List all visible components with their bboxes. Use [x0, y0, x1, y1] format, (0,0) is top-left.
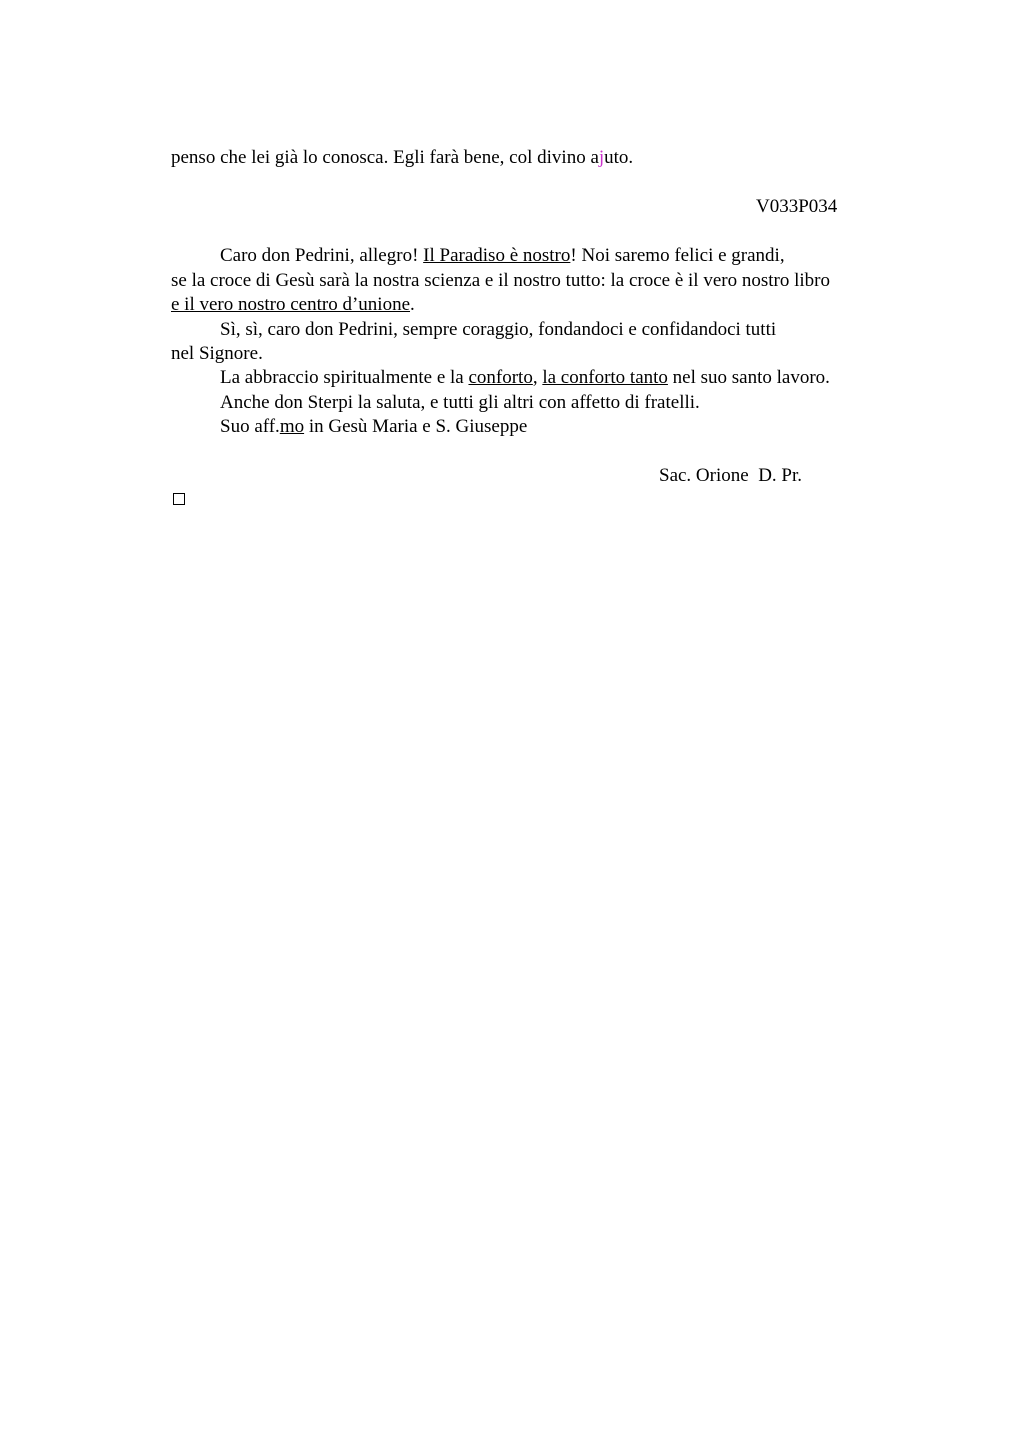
- underlined-text: conforto: [468, 367, 533, 388]
- page-code: V033P034: [756, 196, 838, 217]
- text-segment: La abbraccio spiritualmente e la: [220, 367, 469, 388]
- text-segment: Caro don Pedrini, allegro!: [220, 245, 424, 266]
- text-segment: ! Noi saremo felici e grandi,: [570, 245, 785, 266]
- text-line-continuation: [171, 146, 633, 170]
- text-segment: ,: [532, 367, 543, 388]
- text-segment: uto.: [604, 147, 634, 168]
- empty-square-icon: [173, 493, 185, 505]
- paragraph-2-line-1: Sì, sì, caro don Pedrini, sempre coraggio, fondandoci e confidandoci tutti: [220, 319, 777, 340]
- text-segment: nel suo santo lavoro.: [667, 367, 830, 388]
- paragraph-1-line-1: [220, 244, 785, 268]
- paragraph-3-line-1: [220, 366, 830, 390]
- paragraph-1-line-3: [171, 293, 415, 317]
- signature: Sac. Orione D. Pr.: [659, 465, 803, 486]
- paragraph-1-line-2: se la croce di Gesù sarà la nostra scienza e il nostro tutto: la croce è il vero nostro libro: [171, 270, 830, 291]
- closing-line: [220, 415, 527, 439]
- text-segment: in Gesù Maria e S. Giuseppe: [304, 416, 528, 437]
- highlighted-letter: j: [598, 147, 605, 168]
- underlined-text: mo: [279, 416, 305, 437]
- underlined-text: la conforto tanto: [542, 367, 668, 388]
- text-segment: Suo aff.: [220, 416, 280, 437]
- underlined-text: Il Paradiso è nostro: [423, 245, 571, 266]
- text-segment: penso che lei già lo conosca. Egli farà bene, col divino a: [171, 147, 599, 168]
- paragraph-4-line-1: Anche don Sterpi la saluta, e tutti gli altri con affetto di fratelli.: [220, 392, 700, 413]
- underlined-text: e il vero nostro centro d’unione: [171, 294, 411, 315]
- paragraph-2-line-2: nel Signore.: [171, 343, 263, 364]
- text-segment: .: [410, 294, 415, 315]
